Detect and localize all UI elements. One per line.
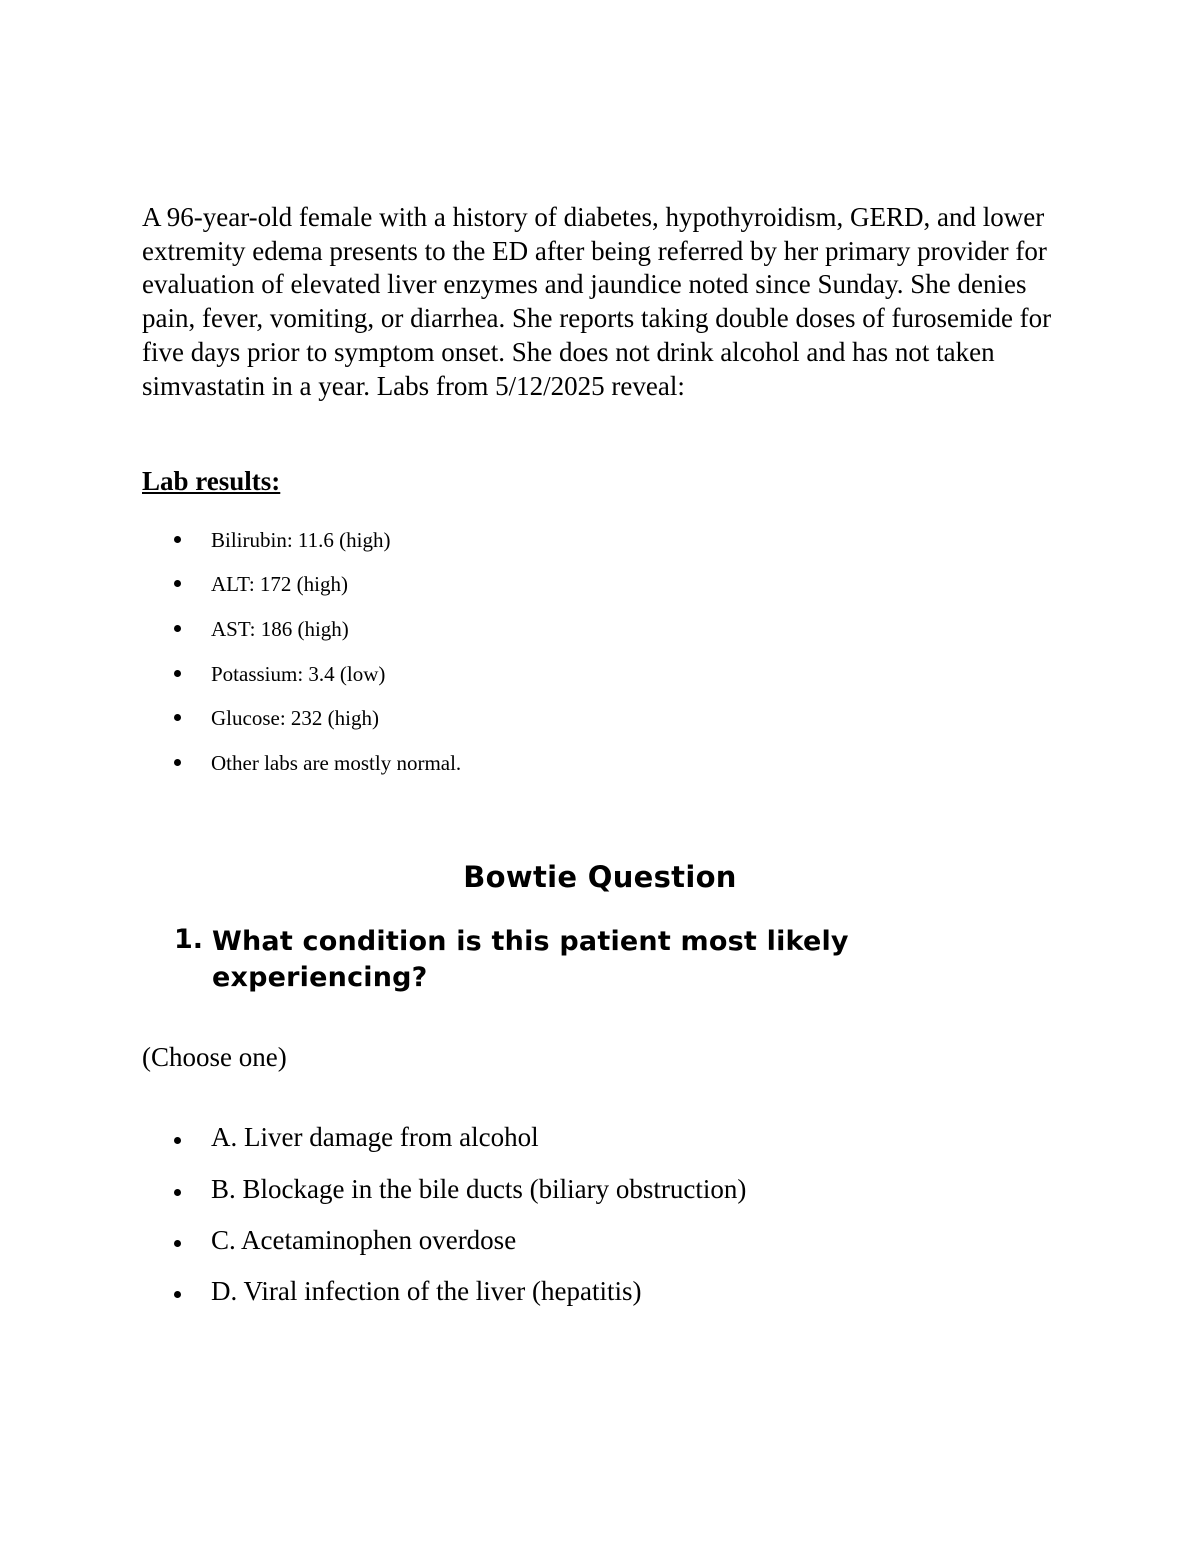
bullet-icon	[174, 580, 184, 590]
answer-option-a[interactable]: A. Liver damage from alcohol	[211, 1122, 539, 1152]
answer-option-b[interactable]: B. Blockage in the bile ducts (biliary obstruction)	[211, 1174, 747, 1204]
question-text: What condition is this patient most likely experiencing?	[212, 926, 849, 993]
lab-item-text: AST: 186 (high)	[211, 617, 349, 641]
bullet-icon	[174, 1189, 184, 1199]
bullet-icon	[174, 1137, 184, 1147]
question-number: 1.	[174, 924, 204, 955]
bullet-icon	[174, 536, 184, 546]
bullet-icon	[174, 759, 184, 769]
lab-item-text: Bilirubin: 11.6 (high)	[211, 528, 391, 552]
lab-item-text: Glucose: 232 (high)	[211, 706, 379, 730]
answer-instruction: (Choose one)	[142, 1042, 287, 1072]
answer-option-c[interactable]: C. Acetaminophen overdose	[211, 1225, 517, 1255]
bullet-icon	[174, 714, 184, 724]
section-title: Bowtie Question	[463, 860, 737, 894]
bullet-icon	[174, 1291, 184, 1301]
lab-results-heading: Lab results:	[142, 466, 281, 496]
lab-item-text: ALT: 172 (high)	[211, 572, 349, 596]
case-scenario-paragraph: A 96-year-old female with a history of diabetes, hypothyroidism, GERD, and lower extremity edema presents to the ED after being referred by her primary provider for evaluation of elevated liver enzymes and jaundice noted since Sunday. She denies pain, fever, vomiting, or diarrhea. She reports taking double doses of furosemide for five days prior to symptom onset. She does not drink alcohol and has not taken simvastatin in a year. Labs from 5/12/2025 reveal:	[142, 202, 1052, 401]
bullet-icon	[174, 1240, 184, 1250]
bullet-icon	[174, 670, 184, 680]
answer-option-d[interactable]: D. Viral infection of the liver (hepatitis)	[211, 1276, 642, 1306]
bullet-icon	[174, 625, 184, 635]
lab-item-text: Other labs are mostly normal.	[211, 751, 462, 775]
lab-item-text: Potassium: 3.4 (low)	[211, 662, 386, 686]
